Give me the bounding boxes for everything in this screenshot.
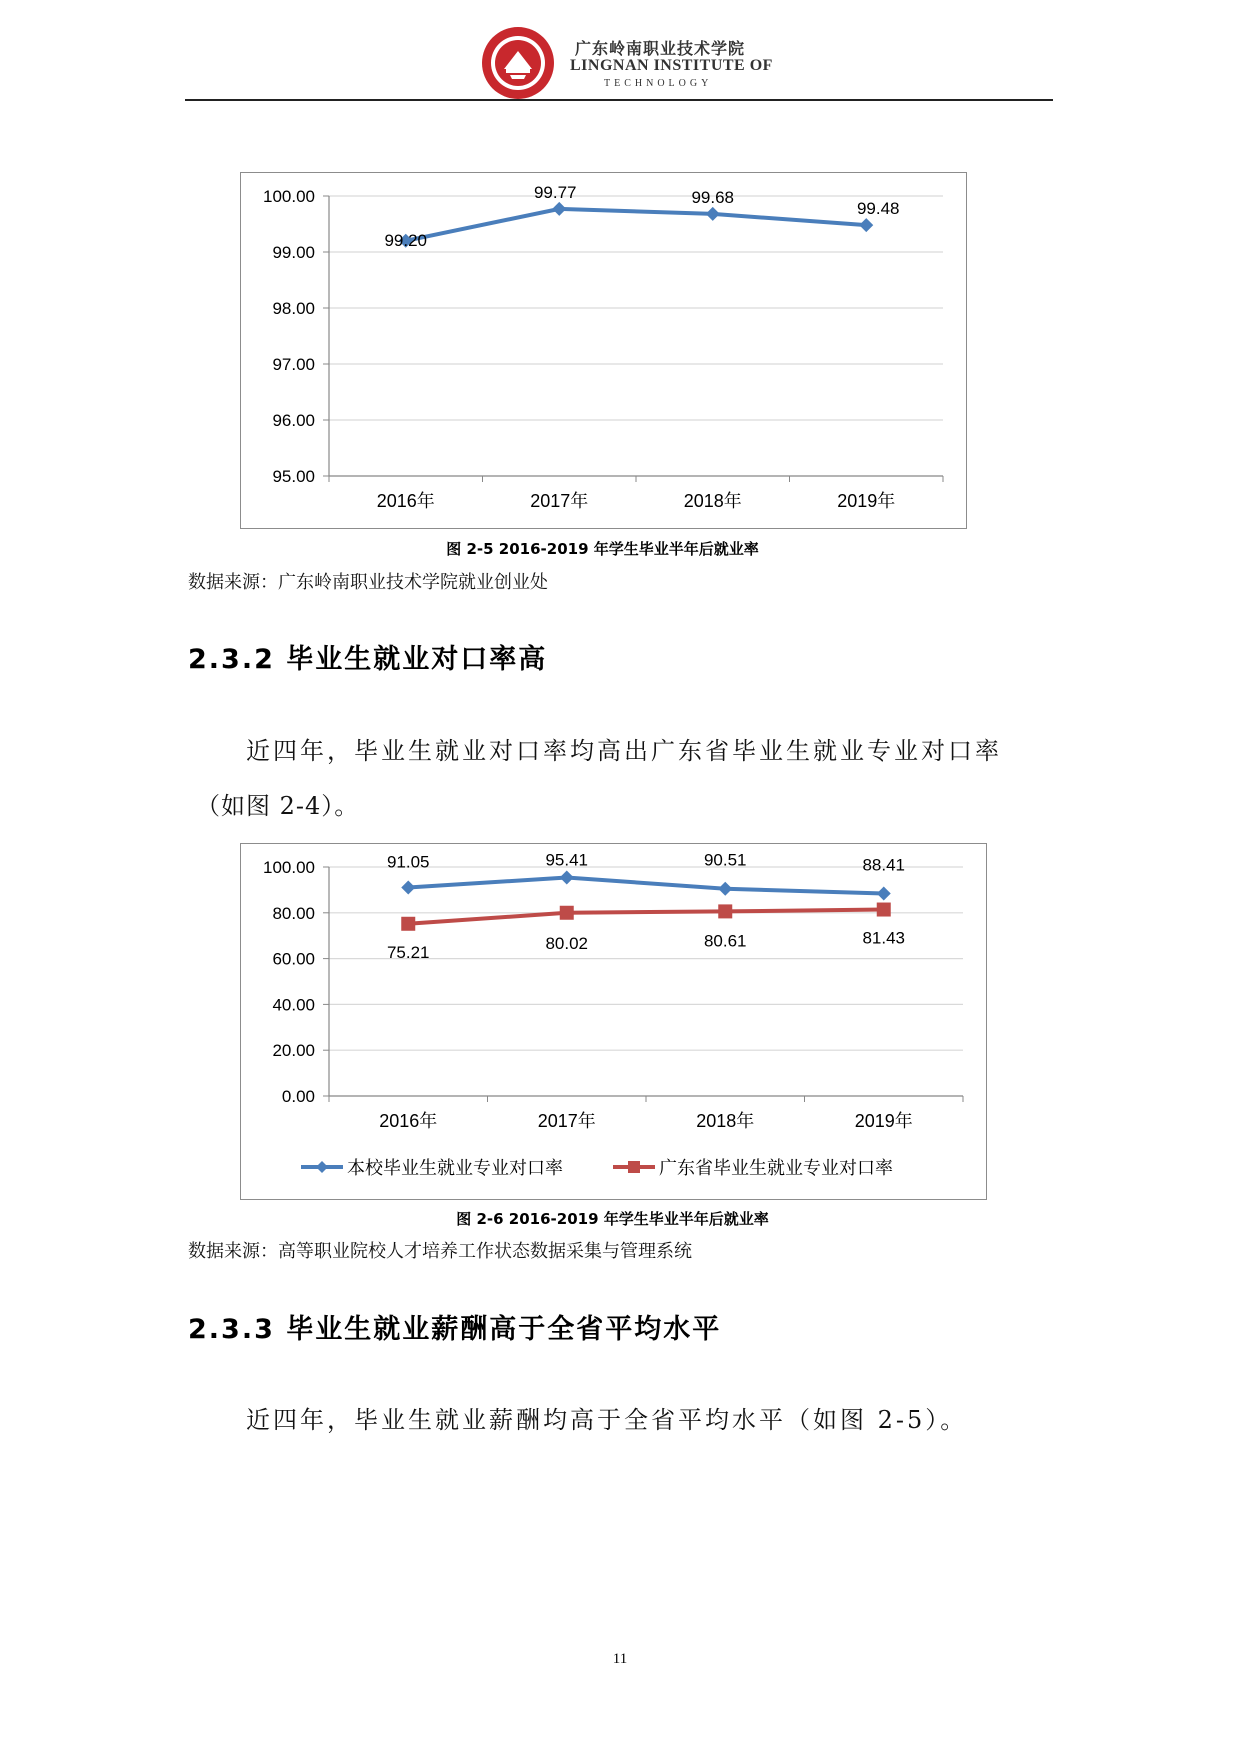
data-label: 80.61: [703, 931, 747, 951]
data-point-diamond: [552, 202, 566, 216]
data-point-diamond: [706, 207, 720, 221]
paragraph-2-3-2-line2: （如图 2-4）。: [196, 792, 360, 820]
legend-marker-square: [628, 1161, 640, 1173]
data-point-diamond: [718, 882, 732, 896]
y-tick-label: 40.00: [272, 995, 315, 1015]
series-line-2: [408, 910, 884, 924]
data-label: 95.41: [545, 850, 589, 870]
data-label: 91.05: [386, 852, 430, 872]
section-heading-2-3-3: 2.3.3 毕业生就业薪酬高于全省平均水平: [188, 1314, 722, 1345]
chart-employment-rate-svg: [241, 173, 966, 528]
x-tick-label: 2017年: [530, 491, 589, 511]
data-label: 99.68: [691, 187, 735, 207]
paragraph-2-3-3-line1: 近四年，毕业生就业薪酬均高于全省平均水平（如图 2-5）。: [246, 1406, 968, 1434]
x-tick-label: 2018年: [696, 1111, 755, 1131]
data-label: 90.51: [703, 850, 747, 870]
chart-major-match-rate-svg: [241, 844, 986, 1199]
data-label: 81.43: [862, 928, 906, 948]
figure-caption-2-6: 图 2-6 2016-2019 年学生毕业半年后就业率: [456, 1210, 769, 1228]
data-point-square: [560, 906, 574, 920]
legend-label: 本校毕业生就业专业对口率: [347, 1158, 563, 1178]
data-label: 88.41: [862, 855, 906, 875]
data-point-diamond: [859, 218, 873, 232]
section-heading-2-3-2: 2.3.2 毕业生就业对口率高: [188, 644, 548, 675]
data-label: 99.77: [533, 182, 577, 202]
y-tick-label: 95.00: [272, 467, 315, 486]
y-tick-label: 0.00: [281, 1087, 315, 1106]
chart-major-match-rate: [240, 843, 987, 1200]
figure-source-2-6: 数据来源：高等职业院校人才培养工作状态数据采集与管理系统: [188, 1241, 692, 1262]
data-point-diamond: [401, 880, 415, 894]
data-point-square: [401, 917, 415, 931]
school-name-cn: 广东岭南职业技术学院: [575, 39, 746, 58]
y-tick-label: 80.00: [272, 903, 315, 923]
legend-label: 广东省毕业生就业专业对口率: [659, 1158, 893, 1178]
data-label: 80.02: [545, 933, 589, 953]
data-point-diamond: [877, 887, 891, 901]
y-tick-label: 99.00: [272, 243, 315, 262]
x-tick-label: 2016年: [379, 1111, 438, 1131]
x-tick-label: 2017年: [537, 1111, 596, 1131]
school-name-en-sub: TECHNOLOGY: [604, 78, 713, 89]
paragraph-2-3-2-line1: 近四年，毕业生就业对口率均高出广东省毕业生就业专业对口率: [246, 737, 1002, 765]
page-number: 11: [612, 1651, 628, 1667]
y-tick-label: 60.00: [272, 949, 315, 969]
school-name-en: LINGNAN INSTITUTE OF: [570, 57, 773, 74]
x-tick-label: 2019年: [837, 491, 896, 511]
x-tick-label: 2018年: [683, 491, 742, 511]
y-tick-label: 97.00: [272, 355, 315, 374]
figure-source-2-5: 数据来源：广东岭南职业技术学院就业创业处: [188, 572, 548, 593]
series-line-1: [406, 209, 867, 241]
y-tick-label: 98.00: [272, 299, 315, 318]
x-tick-label: 2019年: [854, 1111, 913, 1131]
x-tick-label: 2016年: [376, 491, 435, 511]
y-tick-label: 20.00: [272, 1041, 315, 1061]
data-label: 99.48: [856, 199, 900, 219]
school-logo: [480, 25, 556, 101]
chart-employment-rate: [240, 172, 967, 529]
legend-marker-diamond: [316, 1161, 328, 1173]
y-tick-label: 96.00: [272, 411, 315, 430]
data-label: 99.20: [384, 230, 428, 250]
data-label: 75.21: [386, 942, 430, 962]
data-point-square: [877, 903, 891, 917]
figure-caption-2-5: 图 2-5 2016-2019 年学生毕业半年后就业率: [446, 540, 759, 558]
y-tick-label: 100.00: [263, 187, 315, 206]
data-point-diamond: [560, 871, 574, 885]
header-divider: [185, 99, 1053, 101]
data-point-square: [718, 904, 732, 918]
series-line-1: [408, 878, 884, 894]
y-tick-label: 100.00: [263, 858, 315, 877]
